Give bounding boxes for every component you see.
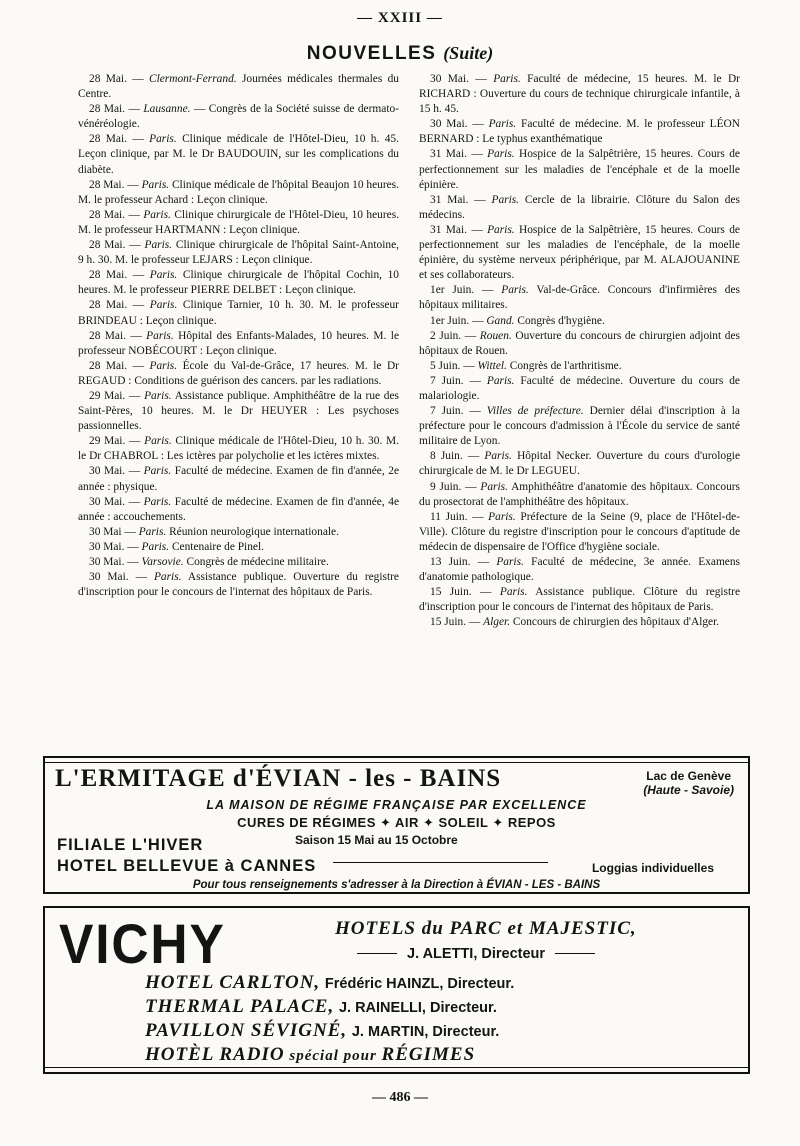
news-entry — [78, 132, 399, 177]
vichy-line-sevigne — [145, 1020, 499, 1042]
evian-tagline: LA MAISON DE RÉGIME FRANÇAISE PAR EXCELLENCE — [206, 798, 587, 812]
news-entry — [419, 555, 740, 585]
entry-text: Assistance publique. Amphithéâtre de la rue des Saint-Pères, 10 heures. M. le Dr HEUYER : Les psychoses passionnelles. — [78, 389, 399, 433]
entry-text: Cercle de la librairie. Clôture du Salon des médecins. — [419, 193, 740, 221]
news-entry — [419, 193, 740, 223]
entry-city: Alger. — [483, 616, 511, 629]
news-entry — [78, 238, 399, 268]
news-entry — [78, 555, 399, 570]
news-entry — [419, 117, 740, 147]
news-entry — [419, 329, 740, 359]
entry-city: Gand. — [486, 314, 515, 327]
news-entry — [419, 585, 740, 615]
ad-dash-rule — [333, 862, 548, 863]
vichy-martin: J. MARTIN, Directeur. — [351, 1024, 500, 1040]
news-entry — [419, 283, 740, 313]
entry-date: 28 Mai. — — [89, 269, 145, 282]
section-title — [0, 43, 800, 65]
entry-city: Paris. — [149, 299, 178, 312]
entry-date: 30 Mai. — — [430, 73, 487, 85]
entry-text: Clinique Tarnier, 10 h. 30. M. le professeur BRINDEAU : Leçon clinique. — [78, 299, 399, 327]
ad-top-rule — [45, 762, 748, 763]
entry-date: 1er Juin. — — [430, 284, 494, 297]
vichy-brand: VICHY — [59, 912, 226, 975]
entry-date: 7 Juin. — — [430, 405, 481, 418]
section-title-suite: (Suite) — [443, 43, 494, 63]
news-entry — [78, 208, 399, 238]
entry-text: Ouverture du concours de chirurgien adjoint des hôpitaux de Rouen. — [419, 329, 740, 357]
entry-text: Congrès d'hygiène. — [517, 314, 605, 327]
news-entry — [78, 434, 399, 464]
news-entry — [78, 72, 399, 102]
entry-date: 13 Juin. — — [430, 556, 490, 568]
entry-text: Faculté de médecine, 15 heures. M. le Dr RICHARD : Ouverture du cours de technique chirurgicale infantile, à 15 h. 45. — [419, 73, 740, 116]
news-entry — [419, 223, 740, 283]
entry-date: 7 Juin. — — [430, 374, 481, 387]
entry-text: Assistance publique. Ouverture du registre d'inscription pour le concours de l'internat des hôpitaux de Paris. — [78, 571, 399, 599]
entry-date: 11 Juin. — — [430, 510, 484, 523]
vichy-regimes: RÉGIMES — [381, 1044, 476, 1065]
vichy-hotels-parc: HOTELS du PARC et MAJESTIC, — [335, 918, 637, 939]
news-entry — [78, 298, 399, 328]
entry-date: 15 Juin. — — [430, 616, 481, 629]
news-entry — [419, 480, 740, 510]
entry-date: 30 Mai. — — [89, 495, 141, 508]
news-entry — [419, 404, 740, 449]
page-number: — 486 — — [372, 1090, 428, 1105]
entry-date: 31 Mai. — — [430, 148, 483, 161]
news-entry — [78, 540, 399, 555]
entry-date: 5 Juin. — — [430, 359, 475, 372]
entry-text: Clinique chirurgicale de l'Hôtel-Dieu, 10 heures. M. le professeur HARTMANN : Leçon clinique. — [78, 208, 399, 236]
entry-date: 30 Mai. — — [430, 118, 484, 131]
vichy-rainelli: J. RAINELLI, Directeur. — [338, 1000, 497, 1016]
evian-saison: Saison 15 Mai au 15 Octobre — [295, 833, 458, 847]
entry-city: Paris. — [488, 510, 516, 523]
evian-loggias: Loggias individuelles — [591, 861, 714, 875]
left-column — [78, 72, 399, 600]
news-entry — [78, 495, 399, 525]
news-entry — [78, 359, 399, 389]
vichy-line-radio — [145, 1044, 475, 1066]
entry-city: Paris. — [143, 495, 172, 508]
entry-city: Paris. — [146, 329, 174, 342]
entry-city: Paris. — [149, 269, 178, 282]
entry-text: Congrès de l'arthritisme. — [509, 359, 622, 372]
entry-city: Paris. — [487, 223, 515, 236]
entry-city: Paris. — [144, 389, 172, 402]
entry-date: 8 Juin. — — [430, 450, 480, 463]
vichy-hainzl: Frédéric HAINZL, Directeur. — [324, 976, 515, 992]
news-entry — [78, 389, 399, 434]
entry-date: 1er Juin. — — [430, 314, 484, 327]
entry-city: Paris. — [499, 586, 528, 599]
entry-text: Val-de-Grâce. Concours d'infirmières des hôpitaux militaires. — [419, 284, 740, 312]
section-title-text: NOUVELLES — [306, 43, 437, 64]
entry-text: Clinique médicale de l'Hôtel-Dieu, 10 h. 30. M. le Dr CHABROL : Les ictères par polycholie et les ictères mixtes. — [78, 435, 399, 463]
entry-city: Paris. — [487, 148, 515, 161]
entry-city: Paris. — [149, 359, 178, 372]
news-entry — [78, 464, 399, 494]
entry-city: Paris. — [144, 239, 173, 252]
vichy-aletti: J. ALETTI, Directeur — [407, 946, 546, 962]
evian-location — [643, 769, 734, 797]
entry-city: Varsovie. — [141, 556, 184, 568]
entry-city: Wittel. — [477, 359, 507, 372]
entry-date: 31 Mai. — — [430, 223, 483, 236]
entry-city: Paris. — [491, 193, 520, 206]
entry-text: Clinique chirurgicale de l'hôpital Cochin, 10 heures. M. le professeur PIERRE DELBET : Leçon clinique. — [78, 269, 399, 297]
entry-text: Hôpital Necker. Ouverture du cours d'urologie chirurgicale de M. le Dr LEGUEU. — [419, 450, 740, 478]
dash-right — [555, 953, 595, 954]
evian-lake: Lac de Genève — [646, 769, 732, 783]
evian-contact: Pour tous renseignements s'adresser à la Direction à ÉVIAN - LES - BAINS — [192, 879, 601, 891]
entry-date: 29 Mai. — — [89, 435, 141, 448]
right-column — [419, 72, 740, 630]
entry-date: 9 Juin. — — [430, 480, 477, 493]
entry-city: Villes de préfecture. — [486, 405, 584, 418]
entry-text: Faculté de médecine. M. le professeur LÉON BERNARD : Le typhus exanthématique — [419, 118, 740, 146]
news-entry — [78, 178, 399, 208]
entry-city: Paris. — [143, 465, 172, 478]
evian-filiale: FILIALE L'HIVER — [57, 836, 204, 854]
entry-city: Paris. — [153, 571, 182, 584]
entry-date: 28 Mai. — — [89, 359, 144, 372]
dash-left — [357, 953, 397, 954]
evian-hotel-cannes: HOTEL BELLEVUE à CANNES — [57, 857, 317, 875]
entry-text: Hospice de la Salpêtrière, 15 heures. Cours de perfectionnement sur les maladies de l'encéphale, de la moelle épinière, du système nerveux périphérique, par M. ALAJOUANINE et ses collaborateurs. — [419, 223, 740, 282]
entry-city: Paris. — [486, 374, 515, 387]
vichy-advertisement — [43, 906, 750, 1074]
entry-date: 15 Juin. — — [430, 586, 492, 599]
entry-city: Paris. — [501, 284, 529, 297]
entry-date: 28 Mai. — — [89, 208, 140, 221]
entry-city: Paris. — [141, 540, 170, 553]
entry-text: Réunion neurologique internationale. — [169, 525, 339, 538]
entry-city: Clermont-Ferrand. — [148, 73, 237, 85]
vichy-radio: HOTÈL RADIO — [145, 1044, 285, 1065]
entry-date: 28 Mai. — — [89, 103, 140, 116]
news-entry — [419, 147, 740, 192]
entry-date: 30 Mai. — — [89, 540, 139, 553]
entry-text: Centenaire de Pinel. — [171, 540, 264, 553]
entry-city: Paris. — [480, 480, 508, 493]
entry-city: Paris. — [143, 208, 171, 221]
entry-city: Paris. — [493, 73, 521, 85]
entry-text: Assistance publique. Clôture du registre d'inscription pour le concours de l'internat des hôpitaux de Paris. — [419, 586, 741, 614]
news-entry — [419, 72, 740, 117]
roman-page-header: — XXIII — — [357, 10, 443, 26]
entry-city: Paris. — [141, 178, 170, 191]
entry-date: 31 Mai. — — [430, 193, 486, 206]
news-entry — [419, 374, 740, 404]
news-entry — [419, 359, 740, 374]
news-entry — [419, 314, 740, 329]
news-entry — [78, 525, 399, 540]
vichy-line-thermal — [145, 996, 497, 1018]
news-entry — [78, 102, 399, 132]
evian-brand: L'ERMITAGE d'ÉVIAN - les - BAINS — [55, 765, 502, 792]
entry-text: Préfecture de la Seine (9, place de l'Hôtel-de-Ville). Clôture du registre d'inscription pour le concours d'aptitude de médecin de dispensaire de l'Office d'hygiène sociale. — [419, 510, 740, 553]
entry-text: Amphithéâtre d'anatomie des hôpitaux. Concours du prosectorat de l'amphithéâtre des hôpitaux. — [419, 480, 740, 508]
entry-city: Paris. — [484, 450, 512, 463]
entry-date: 28 Mai. — — [89, 299, 145, 312]
entry-city: Rouen. — [479, 329, 512, 342]
news-entry — [78, 268, 399, 298]
entry-date: 30 Mai. — — [89, 556, 139, 568]
evian-cures: CURES DE RÉGIMES ✦ AIR ✦ SOLEIL ✦ REPOS — [237, 815, 556, 830]
news-entry — [78, 329, 399, 359]
entry-text: Faculté de médecine. Examen de fin d'année, 2e année : physique. — [78, 465, 399, 493]
vichy-special: spécial pour — [289, 1048, 377, 1064]
entry-text: Journées médicales thermales du Centre. — [78, 73, 399, 101]
entry-text: Clinique chirurgicale de l'hôpital Saint-Antoine, 9 h. 30. M. le professeur LEJARS : Leçon clinique. — [78, 239, 399, 267]
entry-date: 28 Mai. — — [89, 178, 139, 191]
entry-text: Faculté de médecine. Ouverture du cours de malariologie. — [419, 374, 740, 402]
entry-city: Paris. — [144, 435, 172, 448]
entry-date: 30 Mai — — [89, 525, 136, 538]
entry-text: — Congrès de la Société suisse de dermato-vénéréologie. — [78, 103, 399, 131]
entry-city: Paris. — [138, 525, 167, 538]
news-entry — [78, 570, 399, 600]
entry-text: Hôpital des Enfants-Malades, 10 heures. M. le professeur NOBÉCOURT : Leçon clinique. — [78, 329, 399, 357]
vichy-line-parc — [335, 918, 637, 940]
entry-date: 29 Mai. — — [89, 389, 141, 402]
entry-text: Concours de chirurgien des hôpitaux d'Alger. — [512, 616, 720, 629]
entry-text: Faculté de médecine. Examen de fin d'année, 4e année : accouchements. — [78, 495, 399, 523]
entry-city: Lausanne. — [143, 103, 191, 116]
entry-text: Dernier délai d'inscription à la préfecture pour le concours d'admission à l'École du service de santé militaire de Lyon. — [419, 405, 740, 448]
news-entry — [419, 510, 740, 555]
entry-text: École du Val-de-Grâce, 17 heures. M. le Dr REGAUD : Conditions de guérison des cancers. par les radiations. — [78, 359, 399, 387]
entry-date: 30 Mai. — — [89, 571, 147, 584]
news-entry — [419, 615, 740, 630]
entry-date: 28 Mai. — — [89, 133, 144, 146]
vichy-line-carlton — [145, 972, 514, 994]
vichy-thermal: THERMAL PALACE, — [145, 996, 335, 1017]
entry-text: Congrès de médecine militaire. — [186, 556, 329, 568]
entry-text: Hospice de la Salpêtrière, 15 heures. Cours de perfectionnement sur les maladies de l'encéphale et de la moelle épinière. — [419, 148, 740, 191]
vichy-line-aletti — [357, 942, 595, 964]
entry-text: Clinique médicale de l'hôpital Beaujon 10 heures. M. le professeur Achard : Leçon clinique. — [78, 178, 399, 206]
entry-city: Paris. — [488, 118, 517, 131]
evian-region: (Haute - Savoie) — [643, 783, 734, 797]
ad-bottom-rule — [45, 1067, 748, 1068]
entry-date: 2 Juin. — — [430, 329, 477, 342]
entry-date: 28 Mai. — — [89, 73, 144, 85]
vichy-carlton: HOTEL CARLTON, — [145, 972, 321, 993]
entry-date: 28 Mai. — — [89, 329, 142, 342]
evian-advertisement — [43, 756, 750, 894]
news-entry — [419, 449, 740, 479]
entry-text: Faculté de médecine, 3e année. Examens d'anatomie pathologique. — [419, 556, 740, 584]
entry-date: 30 Mai. — — [89, 465, 141, 478]
entry-date: 28 Mai. — — [89, 239, 141, 252]
entry-city: Paris. — [496, 556, 524, 568]
entry-city: Paris. — [149, 133, 177, 146]
vichy-sevigne: PAVILLON SÉVIGNÉ, — [145, 1020, 348, 1041]
entry-text: Clinique médicale de l'Hôtel-Dieu, 10 h. 45. Leçon clinique, par M. le Dr BAUDOUIN, sur les complications du diabète. — [78, 133, 399, 176]
